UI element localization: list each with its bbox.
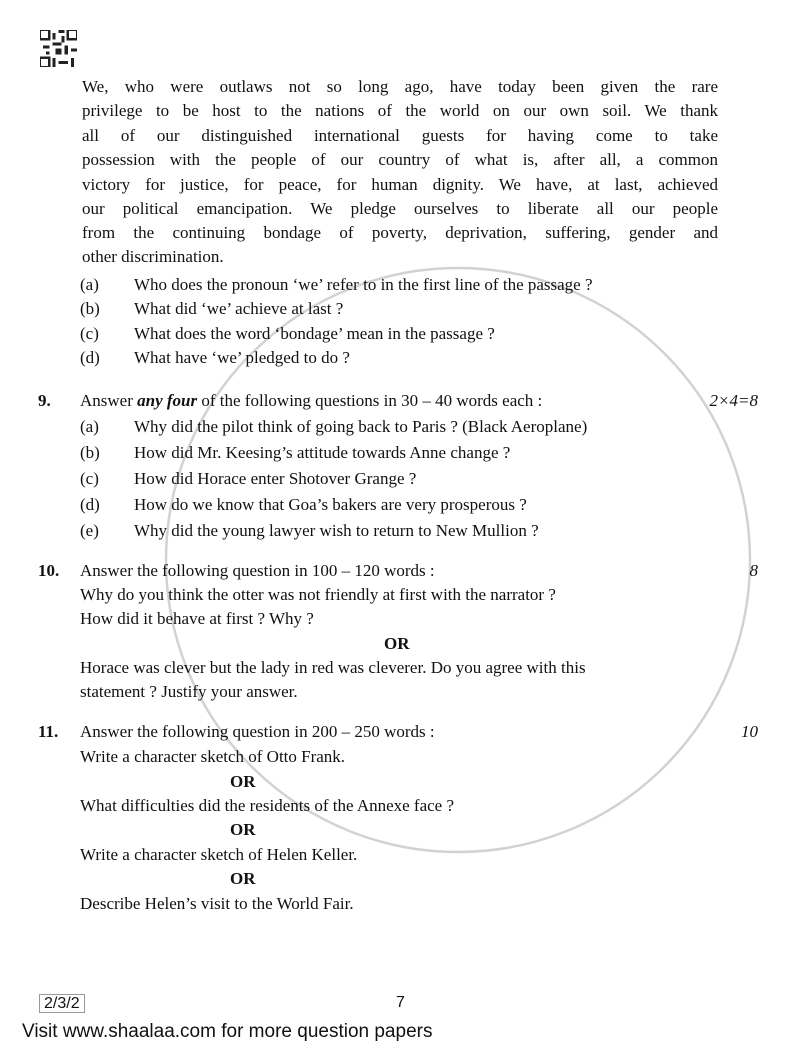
item-text: How did Horace enter Shotover Grange ? [134,469,417,488]
item-text: Who does the pronoun ‘we’ refer to in the first line of the passage ? [134,275,593,294]
marks: 8 [749,561,758,580]
item-label: (b) [80,299,100,318]
item-text: What does the word ‘bondage’ mean in the passage ? [134,324,495,343]
or-separator: OR [230,820,256,839]
paper-code: 2/3/2 [39,994,85,1013]
item-text: Why did the pilot think of going back to Paris ? (Black Aeroplane) [134,417,588,436]
passage-line: other discrimination. [82,247,224,266]
page-number: 7 [396,994,405,1011]
item-text: What did ‘we’ achieve at last ? [134,299,344,318]
item-label: (a) [80,417,99,436]
instruction-suffix: of the following questions in 30 – 40 words each : [197,391,543,410]
question-text: statement ? Justify your answer. [80,682,298,701]
instruction-emphasis: any four [137,391,198,410]
item-label: (d) [80,348,100,367]
marks: 10 [741,722,758,741]
item-label: (b) [80,443,100,462]
item-label: (c) [80,324,99,343]
question-number: 10. [38,561,60,580]
question-number: 11. [38,722,59,741]
question-text: How did it behave at first ? Why ? [80,609,314,628]
question-instruction [80,390,542,412]
passage-line: possession with the people of our country of what is, after all, a common [82,150,718,169]
question-instruction: Answer the following question in 200 – 250 words : [80,722,435,741]
question-instruction: Answer the following question in 100 – 120 words : [80,561,435,580]
or-separator: OR [230,772,256,791]
question-text: Horace was clever but the lady in red was cleverer. Do you agree with this [80,658,586,677]
item-text: How do we know that Goa’s bakers are very prosperous ? [134,495,527,514]
item-label: (a) [80,275,99,294]
question-number: 9. [38,391,51,410]
instruction-prefix: Answer [80,391,138,410]
passage-line: all of our distinguished international guests for having come to take [82,126,718,145]
option-text: Describe Helen’s visit to the World Fair. [80,894,354,913]
item-text: Why did the young lawyer wish to return to New Mullion ? [134,521,539,540]
item-text: What have ‘we’ pledged to do ? [134,348,350,367]
item-label: (e) [80,521,99,540]
passage-line: We, who were outlaws not so long ago, have today been given the rare [82,77,718,96]
or-separator: OR [384,634,410,653]
passage-line: privilege to be host to the nations of the world on our own soil. We thank [82,101,718,120]
visit-link[interactable]: Visit www.shaalaa.com for more question papers [22,1021,433,1042]
passage-line: victory for justice, for peace, for human dignity. We have, at last, achieved [82,175,718,194]
item-label: (d) [80,495,100,514]
option-text: Write a character sketch of Helen Keller. [80,845,358,864]
passage-line: our political emancipation. We pledge ourselves to liberate all our people [82,199,718,218]
question-text: Why do you think the otter was not friendly at first with the narrator ? [80,585,556,604]
option-text: What difficulties did the residents of the Annexe face ? [80,796,455,815]
qr-code-icon [40,30,77,67]
option-text: Write a character sketch of Otto Frank. [80,747,346,766]
item-label: (c) [80,469,99,488]
item-text: How did Mr. Keesing’s attitude towards Anne change ? [134,443,511,462]
or-separator: OR [230,869,256,888]
passage-line: from the continuing bondage of poverty, deprivation, suffering, gender and [82,223,718,242]
marks: 2×4=8 [709,391,758,410]
